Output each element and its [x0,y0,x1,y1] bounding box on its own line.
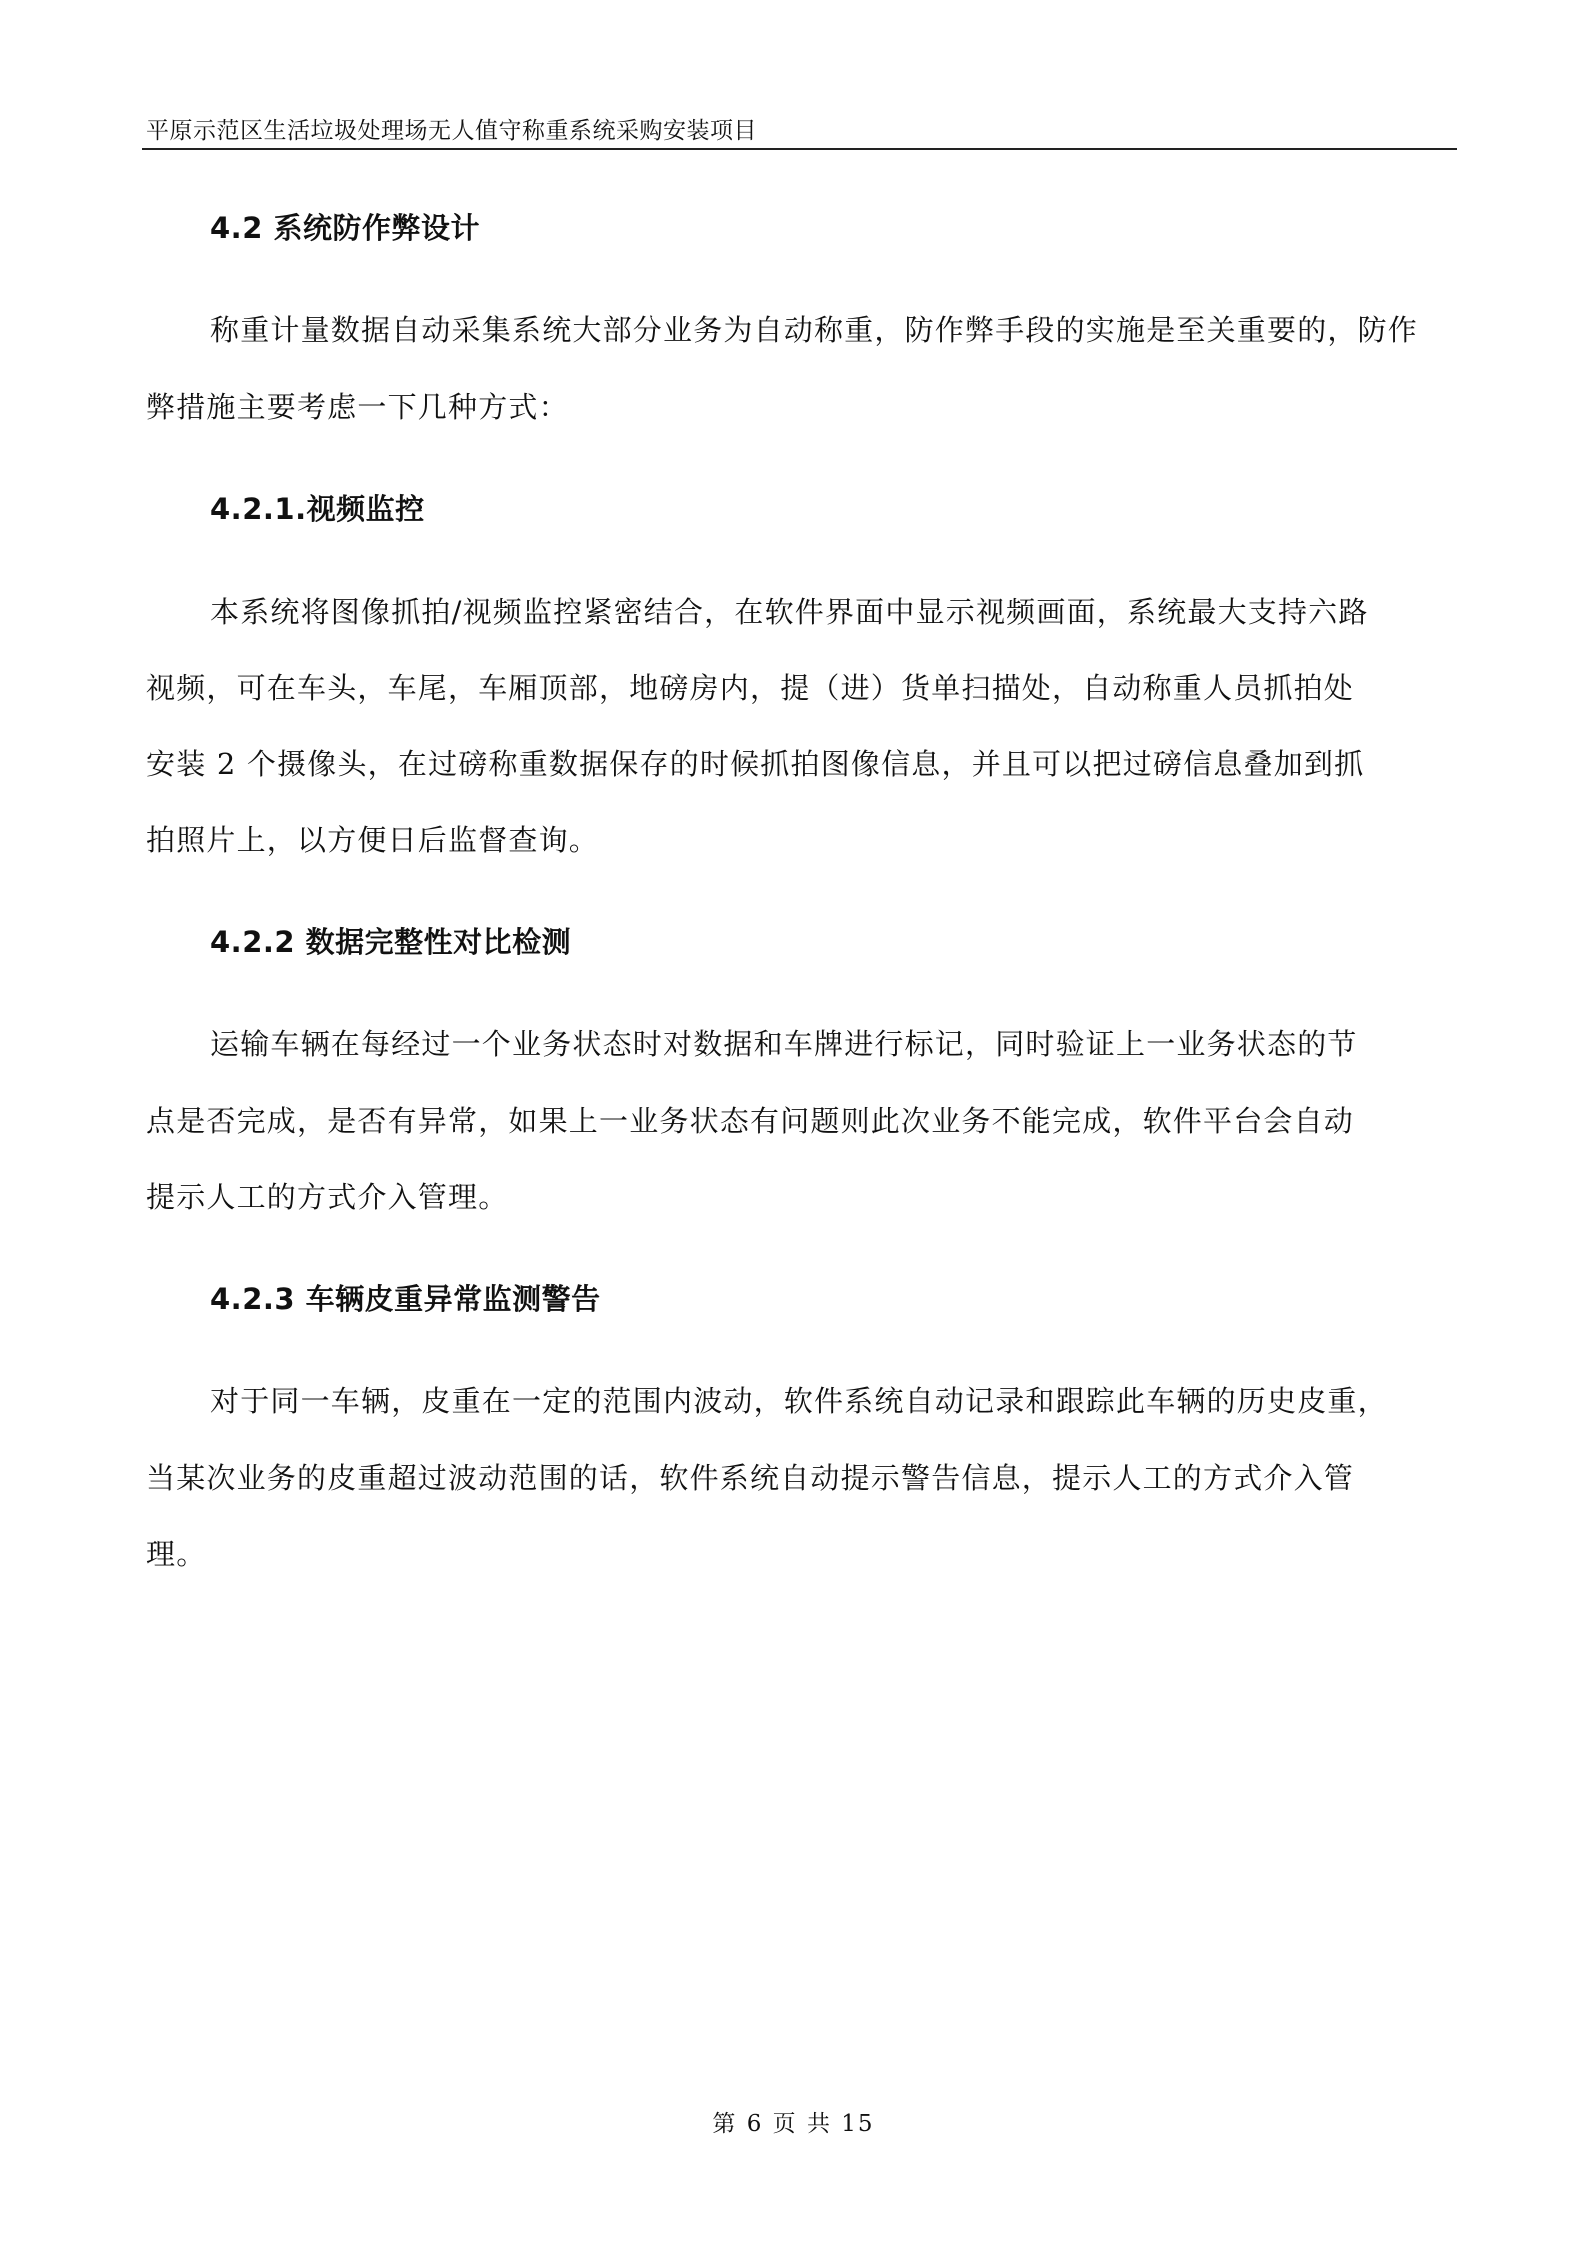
paragraph-line: 点是否完成，是否有异常，如果上一业务状态有问题则此次业务不能完成，软件平台会自动 [146,1104,1355,1138]
paragraph-line: 对于同一车辆，皮重在一定的范围内波动，软件系统自动记录和跟踪此车辆的历史皮重， [210,1384,1388,1418]
section-heading-4-2-1: 4.2.1.视频监控 [210,492,425,526]
paragraph-line: 运输车辆在每经过一个业务状态时对数据和车牌进行标记，同时验证上一业务状态的节 [210,1027,1358,1061]
page-header [142,108,1457,150]
paragraph-line: 称重计量数据自动采集系统大部分业务为自动称重，防作弊手段的实施是至关重要的，防作 [210,313,1419,347]
section-heading-4-2-2: 4.2.2 数据完整性对比检测 [210,925,572,959]
paragraph-line: 安装 2 个摄像头，在过磅称重数据保存的时候抓拍图像信息，并且可以把过磅信息叠加到抓 [146,747,1365,781]
paragraph-line: 视频，可在车头，车尾，车厢顶部，地磅房内，提（进）货单扫描处，自动称重人员抓拍处 [146,671,1355,705]
section-heading-4-2: 4.2 系统防作弊设计 [210,211,480,245]
header-title: 平原示范区生活垃圾处理场无人值守称重系统采购安装项目 [146,118,757,144]
paragraph-line: 提示人工的方式介入管理。 [146,1180,509,1214]
paragraph-line: 理。 [146,1537,207,1571]
paragraph-line: 弊措施主要考虑一下几种方式： [146,390,569,424]
section-heading-4-2-3: 4.2.3 车辆皮重异常监测警告 [210,1282,601,1316]
paragraph-line: 本系统将图像抓拍/视频监控紧密结合，在软件界面中显示视频画面，系统最大支持六路 [210,595,1369,629]
page-number: 第 6 页 共 15 [712,2111,875,2137]
paragraph-line: 拍照片上，以方便日后监督查询。 [146,823,600,857]
paragraph-line: 当某次业务的皮重超过波动范围的话，软件系统自动提示警告信息，提示人工的方式介入管 [146,1461,1355,1495]
